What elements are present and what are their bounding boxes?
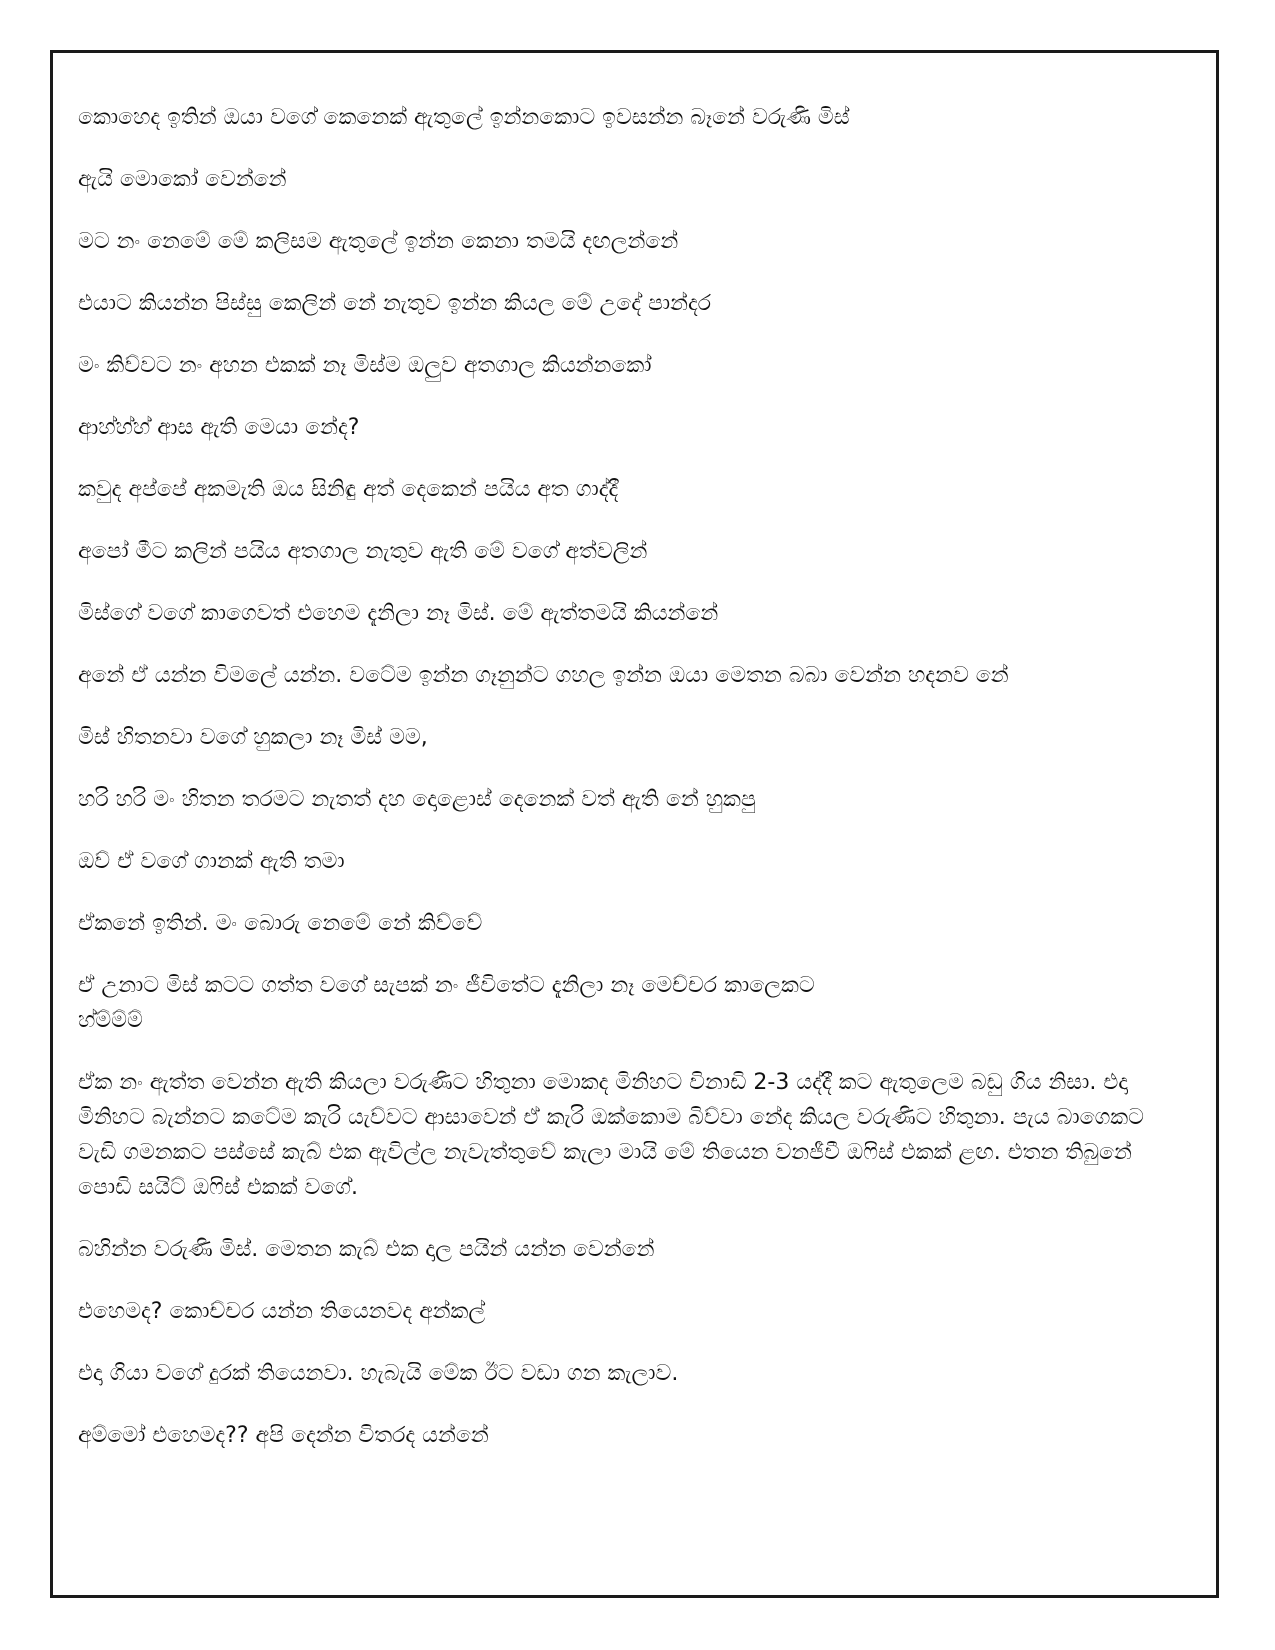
paragraph: අපෝ මීට කලින් පයිය අතගාල නැතුව ඇති මේ වගේ අත්වලින් — [78, 539, 648, 564]
paragraph: ආහ්හ්හ් ආස ඇති මෙයා නේද? — [78, 415, 360, 440]
page-border — [50, 50, 1219, 1598]
document-body — [78, 100, 1188, 1480]
paragraph: ඇයි මොකෝ වෙන්නේ — [78, 167, 287, 192]
paragraph: මං කිව්වට නං අහන එකක් නෑ මිස්ම ඔලුව අතගාල කියන්නකෝ — [78, 353, 652, 378]
paragraph: මිස්ගේ වගේ කාගෙවත් එහෙම දැනිලා නෑ මිස්. මේ ඇත්තමයි කියන්නේ — [78, 601, 719, 626]
paragraph: හරි හරි මං හිතන තරමට නැතත් දහ දොළොස් දෙනෙක් වත් ඇති නේ හුකපු — [78, 787, 756, 812]
paragraph: ඒක නං ඇත්ත වෙන්න ඇති කියලා වරුණිට හිතුනා මොකද මිනිහට විනාඩි 2-3 යද්දී කට ඇතුලෙම බඩු ගිය නිසා. එදා මිනිහට බැන්නට කටේම කැරි යැව්වට ආසාවෙන් ඒ කැරි ඔක්කොම බිව්වා නේද කියල වරුණිට හිතුනා. පැය බාගෙකට වැඩි ගමනකට පස්සේ කැබ් එක ඇවිල්ල නැවැත්තුවේ කැලා මායි මේ තියෙන වනජීවී ඔෆිස් එකක් ළඟ. එතන තිබුනේ පොඩි සයිට් ඔෆිස් එකක් වගේ. — [78, 1070, 1151, 1200]
paragraph: කොහෙද ඉතින් ඔයා වගේ කෙනෙක් ඇතුලේ ඉන්නකොට ඉවසන්න බෑනේ වරුණි මිස් — [78, 105, 850, 130]
paragraph: කවුද අප්පේ අකමැති ඔය සිනිඳු අත් දෙකෙන් පයිය අත ගාද්දී — [78, 477, 619, 502]
paragraph: මිස් හිතනවා වගේ හුකලා නෑ මිස් මම, — [78, 725, 428, 750]
paragraph: ඒ උනාට මිස් කටට ගත්ත වගේ සැපක් නං ජීවිතේට දැනිලා නෑ මෙච්චර කාලෙකට හ්ම්ම්ම් — [78, 973, 815, 1033]
paragraph: අම්මෝ එහෙමද?? අපි දෙන්න විතරද යන්නේ — [78, 1423, 489, 1448]
paragraph: ඒකනේ ඉතින්. මං බොරු නෙමේ නේ කිව්වේ — [78, 911, 483, 936]
paragraph: එදා ගියා වගේ දුරක් තියෙනවා. හැබැයි මේක ඊට වඩා ගන කැලාව. — [78, 1361, 679, 1386]
paragraph: අනේ ඒ යන්න විමලේ යන්න. වටේම ඉන්න ගෑනුන්ට ගහල ඉන්න ඔයා මෙතන බබා වෙන්න හදනව නේ — [78, 663, 1009, 688]
paragraph: එහෙමද? කොච්චර යන්න තියෙනවද අන්කල් — [78, 1299, 486, 1324]
paragraph: ඔව් ඒ වගේ ගානක් ඇති තමා — [78, 849, 345, 874]
paragraph: එයාට කියන්න පිස්සු කෙලින් නේ නැතුව ඉන්න කියල මේ උදේ පාන්දර — [78, 291, 712, 316]
paragraph: බහින්න වරුණි මිස්. මෙතන කැබ් එක දාල පයින් යන්න වෙන්නේ — [78, 1237, 655, 1262]
paragraph: මට නං නෙමේ මේ කලිසම ඇතුලේ ඉන්න කෙනා තමයි දඟලන්නේ — [78, 229, 679, 254]
